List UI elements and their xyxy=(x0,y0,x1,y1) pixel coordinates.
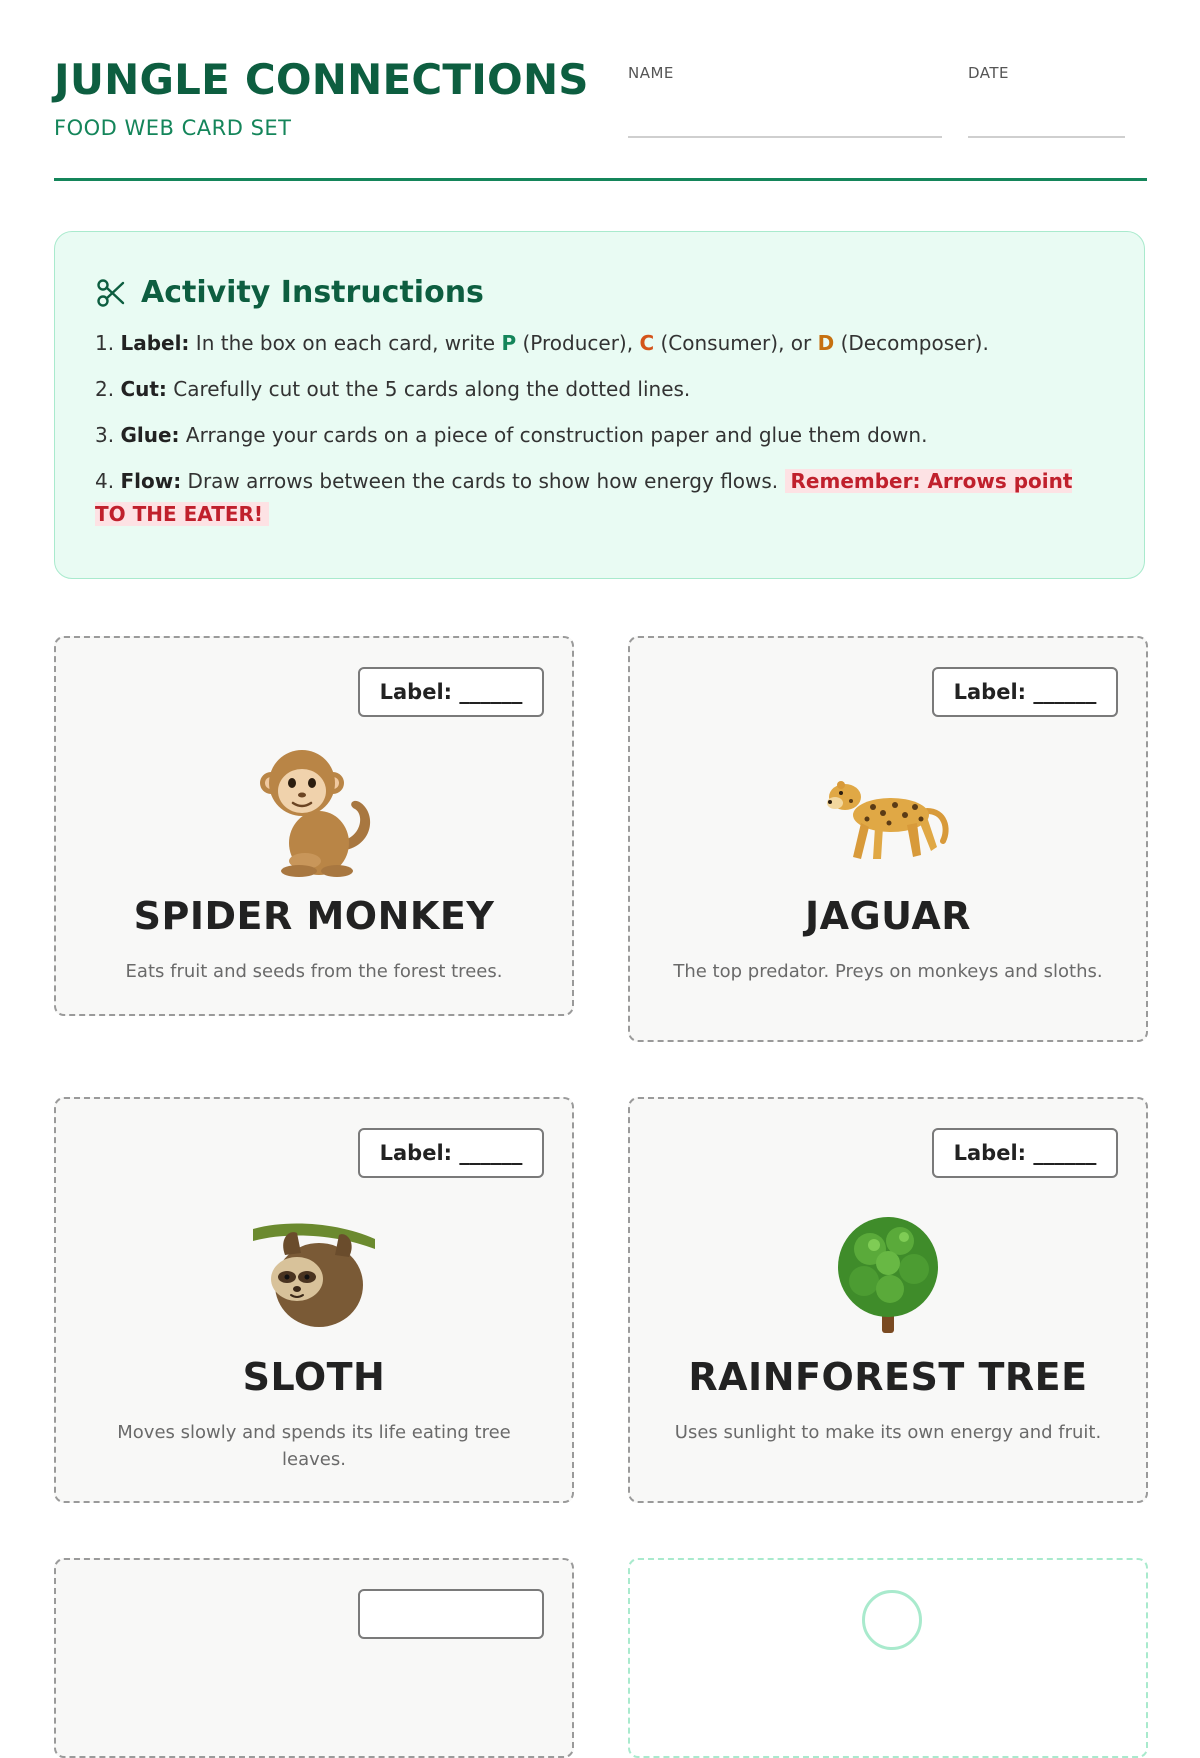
monkey-icon xyxy=(249,743,379,883)
card-description: Uses sunlight to make its own energy and fruit. xyxy=(674,1422,1102,1443)
card-spider-monkey[interactable] xyxy=(54,636,574,1016)
card-description: Moves slowly and spends its life eating tree leaves. xyxy=(117,1422,511,1470)
card-title: JAGUAR xyxy=(804,894,972,938)
card-title: SPIDER MONKEY xyxy=(133,894,495,938)
sloth-icon xyxy=(249,1209,379,1339)
decomposer-code: D xyxy=(817,331,835,355)
instructions-heading xyxy=(95,274,484,312)
date-label: DATE xyxy=(968,64,1010,82)
label-box[interactable] xyxy=(358,1589,544,1639)
instructions-title: Activity Instructions xyxy=(141,275,484,310)
card-jaguar[interactable] xyxy=(628,636,1148,1042)
instruction-steps xyxy=(95,327,1105,544)
consumer-code: C xyxy=(639,331,655,355)
label-box[interactable]: Label: ______ xyxy=(358,667,544,717)
tree-icon xyxy=(828,1209,948,1339)
step-flow: 4. Flow: Draw arrows between the cards to show how energy flows. Remember: Arrows point TO THE EATER! xyxy=(95,469,1073,526)
jaguar-icon xyxy=(823,753,953,873)
card-description: The top predator. Preys on monkeys and sloths. xyxy=(673,961,1103,982)
label-box[interactable]: Label: ______ xyxy=(358,1128,544,1178)
label-box[interactable]: Label: ______ xyxy=(932,1128,1118,1178)
scissors-icon xyxy=(95,277,127,309)
card-title: RAINFOREST TREE xyxy=(688,1355,1088,1399)
step-label: 1. Label: In the box on each card, write P (Producer), C (Consumer), or D (Decomposer). xyxy=(95,331,989,355)
activity-instructions xyxy=(54,231,1145,579)
name-label: NAME xyxy=(628,64,674,82)
card-description: Eats fruit and seeds from the forest trees. xyxy=(125,961,503,982)
arrow-warning: Remember: Arrows point TO THE EATER! xyxy=(95,469,1073,526)
step-glue: 3. Glue: Arrange your cards on a piece of construction paper and glue them down. xyxy=(95,423,928,447)
card-title: SLOTH xyxy=(242,1355,386,1399)
worksheet-header xyxy=(54,0,1147,181)
producer-code: P xyxy=(501,331,517,355)
card-rainforest-tree[interactable] xyxy=(628,1097,1148,1503)
card-sloth[interactable] xyxy=(54,1097,574,1503)
page-title: JUNGLE CONNECTIONS xyxy=(54,55,589,104)
card-partial-right xyxy=(628,1558,1148,1758)
card-partial-left[interactable] xyxy=(54,1558,574,1758)
worksheet-page xyxy=(54,0,1147,1600)
date-field[interactable] xyxy=(968,136,1125,138)
label-box[interactable]: Label: ______ xyxy=(932,667,1118,717)
name-field[interactable] xyxy=(628,136,942,138)
page-subtitle: FOOD WEB CARD SET xyxy=(54,116,292,140)
circle-icon xyxy=(862,1590,922,1650)
step-cut: 2. Cut: Carefully cut out the 5 cards along the dotted lines. xyxy=(95,377,691,401)
